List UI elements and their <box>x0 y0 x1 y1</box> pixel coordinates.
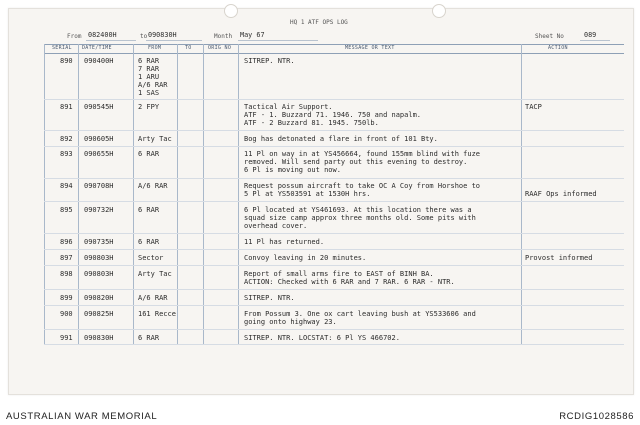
message-898-2: ACTION: Checked with 6 RAR and 7 RAR. 6 RAR - NTR. <box>244 278 455 286</box>
message-900-1: From Possum 3. One ox cart leaving bush at YS533606 and <box>244 310 476 318</box>
datetime-890: 090400H <box>84 57 114 65</box>
message-898-1: Report of small arms fire to EAST of BINH BA. <box>244 270 434 278</box>
from-value: 082400H <box>88 31 117 39</box>
month-underline <box>238 40 318 41</box>
column-divider <box>203 44 204 344</box>
log-title: HQ 1 ATF OPS LOG <box>290 19 348 26</box>
message-891-2: ATF - 1. Buzzard 71. 1946. 750 and napalm. <box>244 111 422 119</box>
serial-895: 895 <box>60 206 73 214</box>
column-divider <box>44 44 45 344</box>
column-divider <box>177 44 178 344</box>
datetime-891: 090545H <box>84 103 114 111</box>
col-message: MESSAGE OR TEXT <box>345 45 395 51</box>
serial-898: 898 <box>60 270 73 278</box>
from-underline <box>86 40 136 41</box>
row-rule <box>44 130 624 131</box>
message-893-3: 6 Pl is moving out now. <box>244 166 341 174</box>
serial-900: 900 <box>60 310 73 318</box>
to-underline <box>146 40 202 41</box>
punch-hole <box>432 4 446 18</box>
datetime-897: 090803H <box>84 254 114 262</box>
from-890-4: A/6 RAR <box>138 81 168 89</box>
from-894-1: A/6 RAR <box>138 182 168 190</box>
from-label: From <box>67 33 82 40</box>
message-890-1: SITREP. NTR. <box>244 57 295 65</box>
serial-892: 892 <box>60 135 73 143</box>
message-894-2: 5 Pl at YS503591 at 1530H hrs. <box>244 190 371 198</box>
from-890-2: 7 RAR <box>138 65 160 73</box>
from-890-5: 1 SAS <box>138 89 160 97</box>
message-897-1: Convoy leaving in 20 minutes. <box>244 254 367 262</box>
row-rule <box>44 344 624 345</box>
message-895-2: squad size camp approx three months old. Some pits with <box>244 214 476 222</box>
col-to: TO <box>185 45 192 51</box>
serial-891: 891 <box>60 103 73 111</box>
message-991-1: SITREP. NTR. LOCSTAT: 6 Pl YS 466702. <box>244 334 400 342</box>
col-from: FROM <box>148 45 162 51</box>
sheet-underline <box>580 40 610 41</box>
from-893-1: 6 RAR <box>138 150 160 158</box>
message-896-1: 11 Pl has returned. <box>244 238 325 246</box>
from-891-1: 2 FPY <box>138 103 160 111</box>
datetime-900: 090825H <box>84 310 114 318</box>
from-896-1: 6 RAR <box>138 238 160 246</box>
serial-897: 897 <box>60 254 73 262</box>
month-value: May 67 <box>240 31 265 39</box>
col-action: ACTION <box>548 45 568 51</box>
message-894-1: Request possum aircraft to take OC A Coy from Horshoe to <box>244 182 481 190</box>
col-datetime: DATE/TIME <box>82 45 112 51</box>
datetime-991: 090830H <box>84 334 114 342</box>
from-899-1: A/6 RAR <box>138 294 168 302</box>
footer-record-id: RCDIG1028586 <box>559 411 634 422</box>
from-991-1: 6 RAR <box>138 334 160 342</box>
sheet-value: 089 <box>584 31 597 39</box>
to-value: 090830H <box>148 31 177 39</box>
message-899-1: SITREP. NTR. <box>244 294 295 302</box>
to-label: to <box>140 33 148 40</box>
datetime-892: 090605H <box>84 135 114 143</box>
row-rule <box>44 146 624 147</box>
action-891: TACP <box>525 103 542 111</box>
message-891-3: ATF - 2 Buzzard 81. 1945. 750lb. <box>244 119 379 127</box>
datetime-893: 090655H <box>84 150 114 158</box>
month-label: Month <box>214 33 233 40</box>
message-893-2: removed. Will send party out this evening to destroy. <box>244 158 468 166</box>
column-divider <box>521 44 522 344</box>
serial-890: 890 <box>60 57 73 65</box>
column-divider <box>78 44 79 344</box>
serial-893: 893 <box>60 150 73 158</box>
from-895-1: 6 RAR <box>138 206 160 214</box>
message-893-1: 11 Pl on way in at YS456664, found 155mm blind with fuze <box>244 150 481 158</box>
footer-credit: AUSTRALIAN WAR MEMORIAL <box>6 411 158 422</box>
message-900-2: going onto highway 23. <box>244 318 337 326</box>
message-895-1: 6 Pl located at YS461693. At this location there was a <box>244 206 472 214</box>
col-serial: SERIAL <box>52 45 72 51</box>
datetime-896: 090735H <box>84 238 114 246</box>
row-rule <box>44 233 624 234</box>
row-rule <box>44 178 624 179</box>
row-rule <box>44 289 624 290</box>
from-890-3: 1 ARU <box>138 73 160 81</box>
from-892-1: Arty Tac <box>138 135 172 143</box>
message-891-1: Tactical Air Support. <box>244 103 333 111</box>
message-892-1: Bog has detonated a flare in front of 101 Bty. <box>244 135 438 143</box>
serial-894: 894 <box>60 182 73 190</box>
row-rule <box>44 265 624 266</box>
serial-896: 896 <box>60 238 73 246</box>
from-890-1: 6 RAR <box>138 57 160 65</box>
row-rule <box>44 305 624 306</box>
from-898-1: Arty Tac <box>138 270 172 278</box>
datetime-894: 090708H <box>84 182 114 190</box>
column-divider <box>238 44 239 344</box>
punch-hole <box>224 4 238 18</box>
from-897-1: Sector <box>138 254 164 262</box>
datetime-899: 090820H <box>84 294 114 302</box>
column-header-bar <box>44 44 624 54</box>
row-rule <box>44 249 624 250</box>
from-900-1: 161 Recce <box>138 310 176 318</box>
action-897: Provost informed <box>525 254 593 262</box>
row-rule <box>44 201 624 202</box>
row-rule <box>44 99 624 100</box>
datetime-895: 090732H <box>84 206 114 214</box>
col-orig-no: ORIG NO <box>208 45 232 51</box>
action-894: RAAF Ops informed <box>525 190 597 198</box>
serial-991: 991 <box>60 334 73 342</box>
column-divider <box>133 44 134 344</box>
serial-899: 899 <box>60 294 73 302</box>
datetime-898: 090803H <box>84 270 114 278</box>
message-895-3: overhead cover. <box>244 222 308 230</box>
row-rule <box>44 329 624 330</box>
sheet-label: Sheet No <box>535 33 564 40</box>
